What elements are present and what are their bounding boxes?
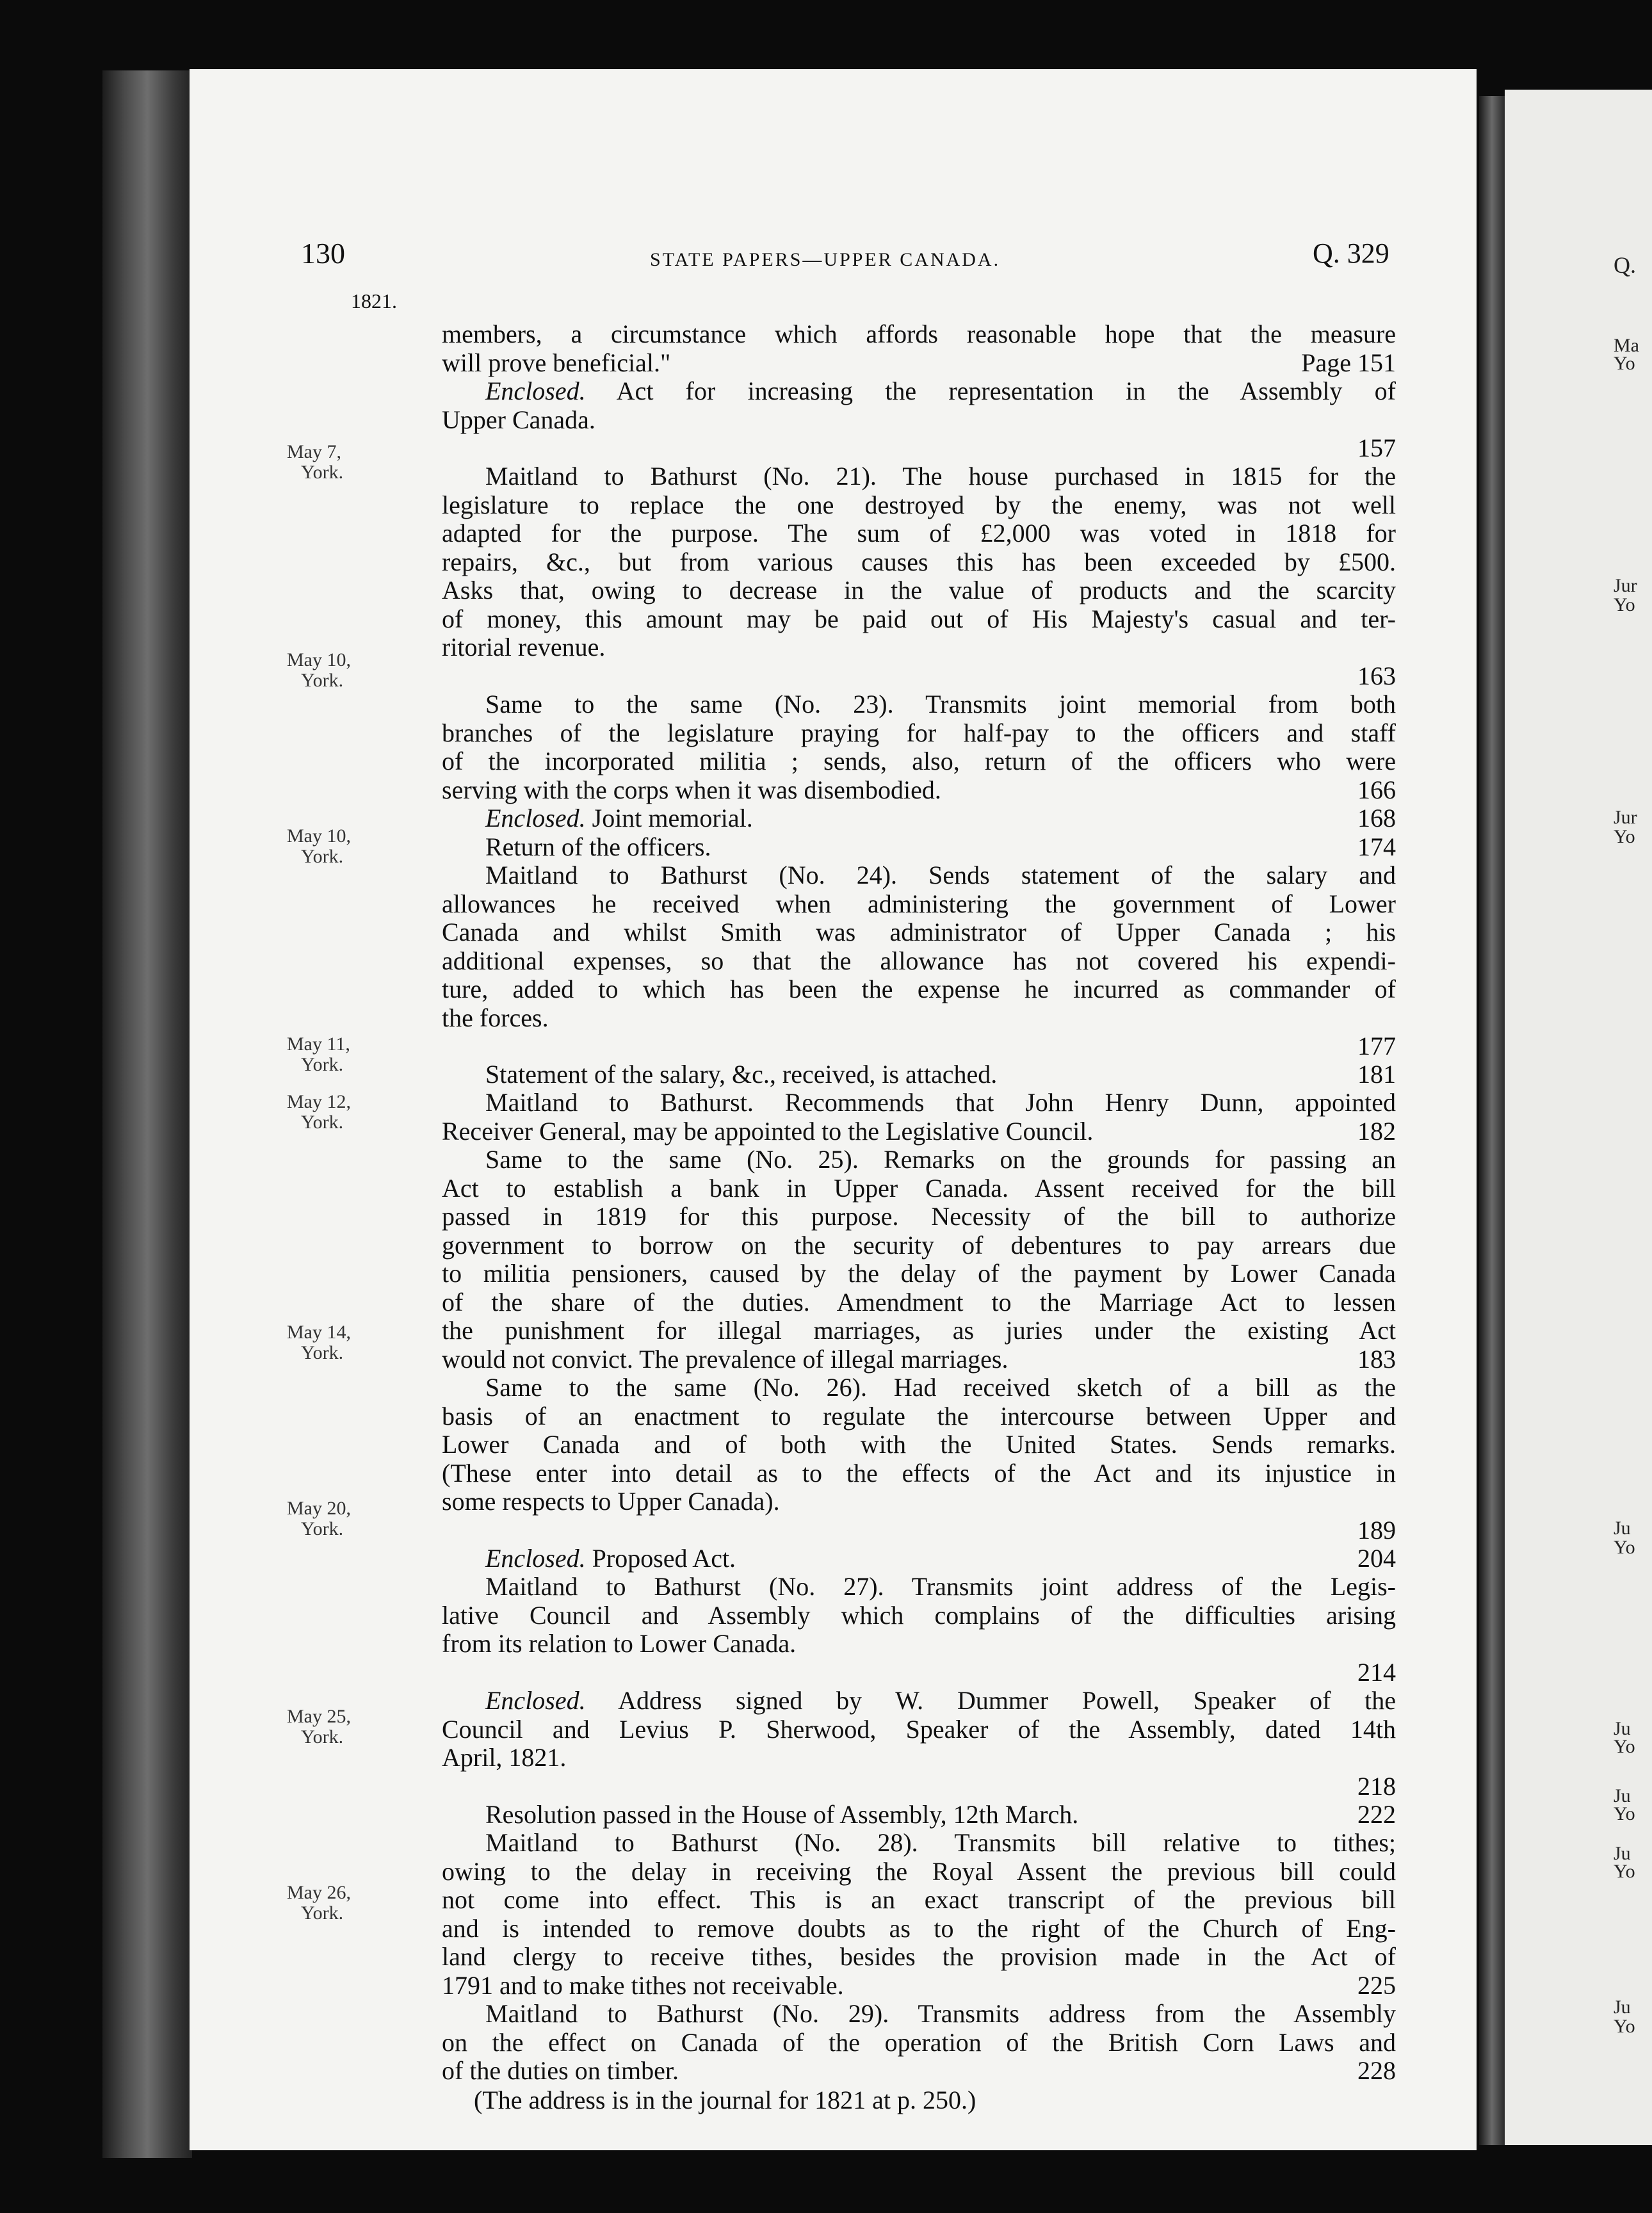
text-line bbox=[442, 1345, 1396, 1374]
entry-letter bbox=[442, 1146, 1396, 1374]
text-line: adapted for the purpose. The sum of £2,000 was voted in 1818 for bbox=[442, 519, 1396, 547]
entry-letter bbox=[442, 462, 1396, 690]
date-place: York. bbox=[301, 1726, 344, 1747]
date-month: May 25, bbox=[287, 1706, 351, 1727]
page-reference: 189 bbox=[1357, 1515, 1396, 1544]
page-reference: 214 bbox=[1357, 1657, 1396, 1687]
page-reference: 168 bbox=[1357, 804, 1396, 832]
text-line: government to borrow on the security of debentures to pay arrears due bbox=[442, 1231, 1396, 1260]
text-line: allowances he received when administering the government of Lower bbox=[442, 889, 1396, 918]
next-page-margin-text: Yo bbox=[1614, 354, 1635, 373]
date-place: York. bbox=[301, 462, 344, 483]
entry-letter bbox=[442, 1573, 1396, 1687]
text-line: Same to the same (No. 23). Transmits joint memorial from both bbox=[485, 690, 1396, 718]
text-line: Receiver General, may be appointed to the Legislative Council. bbox=[442, 1117, 1094, 1146]
next-page-margin-text: Ju bbox=[1614, 1787, 1631, 1806]
entry-letter bbox=[442, 1089, 1396, 1146]
text-line bbox=[442, 1060, 1396, 1089]
text-line: the forces. bbox=[442, 1003, 549, 1032]
next-page-margin-text: Jur bbox=[1614, 808, 1637, 827]
page-reference: 204 bbox=[1357, 1544, 1396, 1573]
next-page-margin-text: Ju bbox=[1614, 1998, 1631, 2017]
marginal-date bbox=[287, 1706, 383, 1747]
page-reference: Page 151 bbox=[1301, 348, 1396, 377]
text-line: Upper Canada. bbox=[442, 405, 595, 434]
text-line: ture, added to which has been the expense he incurred as commander of bbox=[442, 975, 1396, 1003]
date-place: York. bbox=[301, 670, 344, 691]
text-line: serving with the corps when it was disembodied. bbox=[442, 775, 941, 804]
text-line: Address signed by W. Dummer Powell, Speaker of the bbox=[618, 1687, 1396, 1715]
text-line: Proposed Act. bbox=[592, 1544, 736, 1573]
next-page-margin-text: Yo bbox=[1614, 1737, 1635, 1756]
text-line: land clergy to receive tithes, besides the provision made in the Act of bbox=[442, 1943, 1396, 1971]
text-line: ritorial revenue. bbox=[442, 633, 606, 661]
date-month: May 11, bbox=[287, 1034, 350, 1055]
text-line bbox=[442, 2057, 1396, 2086]
marginal-date bbox=[287, 1034, 383, 1075]
text-line: the punishment for illegal marriages, as juries under the existing Act bbox=[442, 1317, 1396, 1345]
text-line: Maitland to Bathurst (No. 29). Transmits address from the Assembly bbox=[485, 2000, 1396, 2028]
text-line: Joint memorial. bbox=[592, 804, 753, 832]
next-page-header: Q. bbox=[1614, 253, 1636, 277]
text-line: 1791 and to make tithes not receivable. bbox=[442, 1971, 844, 2000]
text-line bbox=[442, 1544, 1396, 1573]
page-reference: 228 bbox=[1357, 2057, 1396, 2085]
enclosed-label: Enclosed. bbox=[485, 804, 586, 832]
entry-letter bbox=[442, 1374, 1396, 1544]
text-line: lative Council and Assembly which complains of the difficulties arising bbox=[442, 1601, 1396, 1630]
date-month: May 14, bbox=[287, 1322, 351, 1343]
next-page-margin-text: Yo bbox=[1614, 1538, 1635, 1557]
text-line: April, 1821. bbox=[442, 1744, 567, 1772]
page-reference: 183 bbox=[1357, 1345, 1396, 1374]
text-line: Council and Levius P. Sherwood, Speaker of the Assembly, dated 14th bbox=[442, 1715, 1396, 1744]
entry-note bbox=[442, 2086, 1396, 2115]
page-reference: 166 bbox=[1357, 775, 1396, 804]
enclosed-label: Enclosed. bbox=[485, 1544, 586, 1573]
date-month: May 26, bbox=[287, 1882, 351, 1903]
text-line: (These enter into detail as to the effects of the Act and its injustice in bbox=[442, 1459, 1396, 1487]
entry-attachment bbox=[442, 1060, 1396, 1089]
next-page-edge bbox=[1505, 90, 1652, 2145]
text-line bbox=[442, 377, 1396, 406]
text-line: Same to the same (No. 26). Had received sketch of a bill as the bbox=[485, 1374, 1396, 1402]
text-line: Canada and whilst Smith was administrator of Upper Canada ; his bbox=[442, 918, 1396, 946]
text-line bbox=[442, 349, 1396, 378]
page-reference: 163 bbox=[1357, 661, 1396, 690]
page-reference: 222 bbox=[1357, 1801, 1396, 1829]
text-line: of the duties on timber. bbox=[442, 2057, 679, 2085]
text-line: passed in 1819 for this purpose. Necessity of the bill to authorize bbox=[442, 1203, 1396, 1231]
entry-letter bbox=[442, 690, 1396, 804]
text-line: Lower Canada and of both with the United States. Sends remarks. bbox=[442, 1431, 1396, 1459]
text-line: to militia pensioners, caused by the delay of the payment by Lower Canada bbox=[442, 1260, 1396, 1288]
text-line: additional expenses, so that the allowance has not covered his expendi- bbox=[442, 946, 1396, 975]
date-place: York. bbox=[301, 1342, 344, 1363]
page-reference: 157 bbox=[1357, 434, 1396, 462]
text-line: Act for increasing the representation in the Assembly of bbox=[616, 377, 1396, 405]
page-reference: 174 bbox=[1357, 832, 1396, 861]
date-month: May 10, bbox=[287, 825, 351, 847]
text-line: from its relation to Lower Canada. bbox=[442, 1630, 797, 1658]
text-line: owing to the delay in receiving the Royal Assent the previous bill could bbox=[442, 1857, 1396, 1886]
text-line: repairs, &c., but from various causes this has been exceeded by £500. bbox=[442, 547, 1396, 576]
next-page-margin-text: Ju bbox=[1614, 1844, 1631, 1863]
year-marginal: 1821. bbox=[351, 289, 397, 312]
text-line bbox=[442, 804, 1396, 833]
date-place: York. bbox=[301, 1518, 344, 1539]
text-line: Act to establish a bank in Upper Canada. Assent received for the bill bbox=[442, 1174, 1396, 1203]
date-place: York. bbox=[301, 1054, 344, 1075]
text-line: legislature to replace the one destroyed by the enemy, was not well bbox=[442, 490, 1396, 519]
gutter-shadow bbox=[1479, 96, 1505, 2145]
text-line: Maitland to Bathurst (No. 28). Transmits bill relative to tithes; bbox=[485, 1829, 1396, 1857]
entry-enclosure bbox=[442, 1687, 1396, 1801]
text-line: would not convict. The prevalence of illegal marriages. bbox=[442, 1345, 1008, 1374]
text-line: on the effect on Canada of the operation of the British Corn Laws and bbox=[442, 2028, 1396, 2057]
marginal-date bbox=[287, 1498, 383, 1539]
marginal-date bbox=[287, 1883, 383, 1924]
next-page-margin-text: Yo bbox=[1614, 1862, 1635, 1881]
page-reference: 177 bbox=[1357, 1032, 1396, 1060]
text-line: Return of the officers. bbox=[485, 832, 711, 861]
page-reference: 181 bbox=[1357, 1060, 1396, 1089]
text-line bbox=[442, 1117, 1396, 1146]
page-reference: 218 bbox=[1357, 1771, 1396, 1801]
text-line: and is intended to remove doubts as to the right of the Church of Eng- bbox=[442, 1914, 1396, 1943]
enclosed-label: Enclosed. bbox=[485, 377, 586, 405]
enclosed-label: Enclosed. bbox=[485, 1687, 586, 1715]
text-line: Maitland to Bathurst (No. 27). Transmits joint address of the Legis- bbox=[485, 1573, 1396, 1601]
entry-letter bbox=[442, 861, 1396, 1061]
text-line: of the incorporated militia ; sends, also, return of the officers who were bbox=[442, 747, 1396, 775]
text-line: Same to the same (No. 25). Remarks on the grounds for passing an bbox=[485, 1146, 1396, 1174]
next-page-margin-text: Ju bbox=[1614, 1719, 1631, 1739]
next-page-margin-text: Yo bbox=[1614, 827, 1635, 847]
text-line: of the share of the duties. Amendment to the Marriage Act to lessen bbox=[442, 1288, 1396, 1317]
text-line bbox=[442, 833, 1396, 862]
date-month: May 10, bbox=[287, 649, 351, 670]
text-line: will prove beneficial." bbox=[442, 348, 671, 377]
page-reference: 225 bbox=[1357, 1971, 1396, 2000]
entry-letter bbox=[442, 2000, 1396, 2086]
next-page-margin-text: Yo bbox=[1614, 2017, 1635, 2036]
entry-letter bbox=[442, 1829, 1396, 2000]
text-line: Resolution passed in the House of Assembly, 12th March. bbox=[485, 1801, 1079, 1829]
page-reference: 182 bbox=[1357, 1117, 1396, 1146]
text-line: branches of the legislature praying for half-pay to the officers and staff bbox=[442, 718, 1396, 747]
entry-enclosure bbox=[442, 377, 1396, 463]
text-line: Statement of the salary, &c., received, is attached. bbox=[485, 1060, 998, 1089]
text-line: Maitland to Bathurst (No. 21). The house purchased in 1815 for the bbox=[485, 462, 1396, 490]
text-line: some respects to Upper Canada). bbox=[442, 1487, 780, 1516]
date-month: May 12, bbox=[287, 1091, 351, 1112]
book-spine bbox=[102, 70, 192, 2158]
next-page-margin-text: Yo bbox=[1614, 1804, 1635, 1824]
next-page-margin-text: Jur bbox=[1614, 576, 1637, 596]
marginal-date bbox=[287, 1322, 383, 1363]
marginal-date bbox=[287, 442, 383, 483]
date-month: May 20, bbox=[287, 1498, 351, 1519]
date-place: York. bbox=[301, 1112, 344, 1133]
text-line bbox=[442, 1801, 1396, 1829]
entry-enclosure bbox=[442, 1544, 1396, 1573]
entry-enclosure bbox=[442, 804, 1396, 861]
text-line: Asks that, owing to decrease in the value of products and the scarcity bbox=[442, 576, 1396, 604]
marginal-date bbox=[287, 1092, 383, 1133]
text-line bbox=[442, 1972, 1396, 2000]
text-line: of money, this amount may be paid out of His Majesty's casual and ter- bbox=[442, 604, 1396, 633]
text-line: basis of an enactment to regulate the intercourse between Upper and bbox=[442, 1402, 1396, 1431]
text-line: members, a circumstance which affords reasonable hope that the measure bbox=[442, 320, 1396, 348]
date-place: York. bbox=[301, 846, 344, 867]
marginal-date bbox=[287, 826, 383, 867]
next-page-margin-text: Ju bbox=[1614, 1519, 1631, 1538]
date-month: May 7, bbox=[287, 441, 341, 462]
series-number: Q. 329 bbox=[1313, 238, 1389, 269]
entry-continuation bbox=[442, 320, 1396, 377]
next-page-margin-text: Yo bbox=[1614, 596, 1635, 615]
running-title: STATE PAPERS—UPPER CANADA. bbox=[650, 249, 1001, 270]
text-line: (The address is in the journal for 1821 at p. 250.) bbox=[474, 2086, 976, 2114]
text-line: not come into effect. This is an exact transcript of the previous bill bbox=[442, 1886, 1396, 1914]
date-place: York. bbox=[301, 1902, 344, 1924]
marginal-date bbox=[287, 650, 383, 691]
text-line: Maitland to Bathurst (No. 24). Sends statement of the salary and bbox=[485, 861, 1396, 889]
text-line bbox=[442, 1687, 1396, 1715]
page-number: 130 bbox=[301, 237, 345, 270]
text-line: Maitland to Bathurst. Recommends that John Henry Dunn, appointed bbox=[485, 1089, 1396, 1117]
entry-attachment bbox=[442, 1801, 1396, 1829]
next-page-margin-text: Ma bbox=[1614, 336, 1639, 355]
text-line bbox=[442, 776, 1396, 805]
